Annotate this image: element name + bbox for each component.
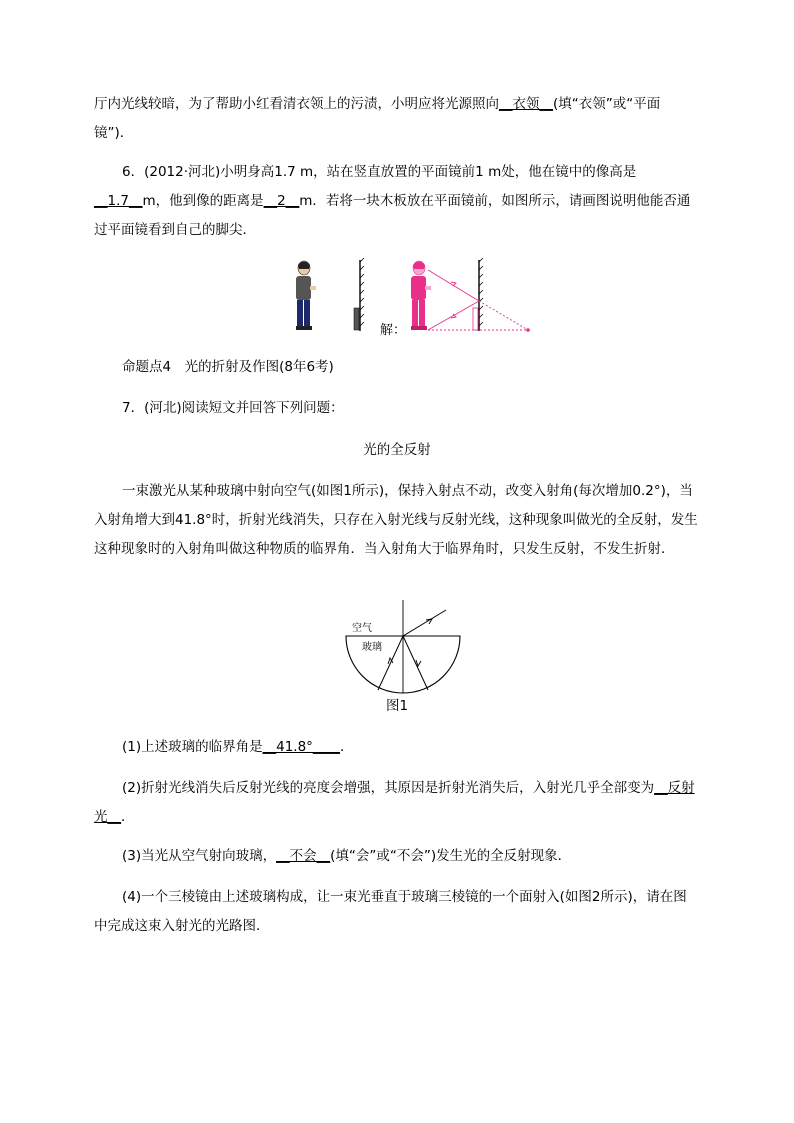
q5-text-before: 厅内光线较暗，为了帮助小红看清衣领上的污渍，小明应将光源照向 — [94, 96, 499, 112]
boy-figure — [296, 261, 316, 330]
q7-sub1-answer: __41.8°____ — [262, 739, 340, 755]
q7-sub1 — [94, 733, 698, 762]
topic-heading: 命题点4 光的折射及作图(8年6考) — [122, 359, 334, 375]
figure1-caption: 图1 — [385, 698, 409, 714]
refracted-ray — [403, 610, 446, 636]
q6-answer1: __1.7__ — [94, 193, 143, 209]
q7-sub2-text: (2)折射光线消失后反射光线的亮度会增强，其原因是折射光消失后，入射光几乎全部变为 — [122, 780, 655, 796]
q5-answer: __衣领__ — [499, 96, 553, 112]
q7-sub2-answer: __反射光__ — [94, 780, 695, 825]
q5-text-after: (填“衣领”或“平面镜”)． — [94, 96, 661, 141]
passage-text: 一束激光从某种玻璃中射向空气(如图1所示)，保持入射点不动，改变入射角(每次增加0.2°)，当入射角增大到41.8°时，折射光线消失，只存在入射光线与反射光线，这种现象叫做光的全反射，发生这种现象时的入射角叫做这种物质的临界角．当入射角大于临界角时，只发生反射，不发生折射． — [94, 483, 698, 557]
q7-sub3-end: (填“会”或“不会”)发生光的全反射现象． — [330, 848, 572, 864]
mirror-left — [354, 258, 364, 331]
q5-tail-paragraph — [94, 90, 698, 148]
q7-sub3-answer: __不会__ — [276, 848, 331, 864]
q6-text3: m．若将一块木板放在平面镜前，如图所示，请画图说明他能否通过平面镜看到自己的脚尖． — [94, 193, 691, 238]
q6-solution-label: 解： — [380, 323, 407, 338]
q6-text1: (2012·河北)小明身高1.7 m，站在竖直放置的平面镜前1 m处，他在镜中的像高是 — [144, 164, 637, 180]
q6-text2: m，他到像的距离是 — [142, 193, 264, 209]
passage-title: 光的全反射 — [363, 442, 431, 458]
q7-sub4: (4)一个三棱镜由上述玻璃构成，让一束光垂直于玻璃三棱镜的一个面射入(如图2所示)，请在图中完成这束入射光的光路图． — [94, 889, 687, 934]
q7-sub2-end: ． — [121, 809, 135, 825]
q7-intro — [94, 394, 698, 423]
q7-sub2 — [94, 774, 698, 832]
q7-sub1-end: ． — [339, 739, 354, 755]
q7-number: 7． — [122, 400, 145, 416]
foot-image-point — [526, 328, 530, 332]
q6-answer2: __2__ — [263, 193, 300, 209]
boy-figure-solution — [411, 261, 431, 330]
q6-mirror-figure — [288, 256, 538, 338]
q7-sub3 — [94, 842, 698, 871]
reflected-ray — [403, 636, 428, 690]
label-air: 空气 — [352, 623, 372, 634]
q6-number: 6． — [122, 164, 145, 180]
mirror-right — [473, 258, 483, 331]
q7-sub3-text: (3)当光从空气射向玻璃， — [122, 848, 277, 864]
q6-paragraph — [94, 158, 698, 245]
q7-intro-text: (河北)阅读短文并回答下列问题： — [144, 400, 344, 416]
label-glass: 玻璃 — [362, 642, 382, 653]
figure1-total-reflection — [340, 598, 470, 688]
q7-sub1-text: (1)上述玻璃的临界角是 — [122, 739, 263, 755]
